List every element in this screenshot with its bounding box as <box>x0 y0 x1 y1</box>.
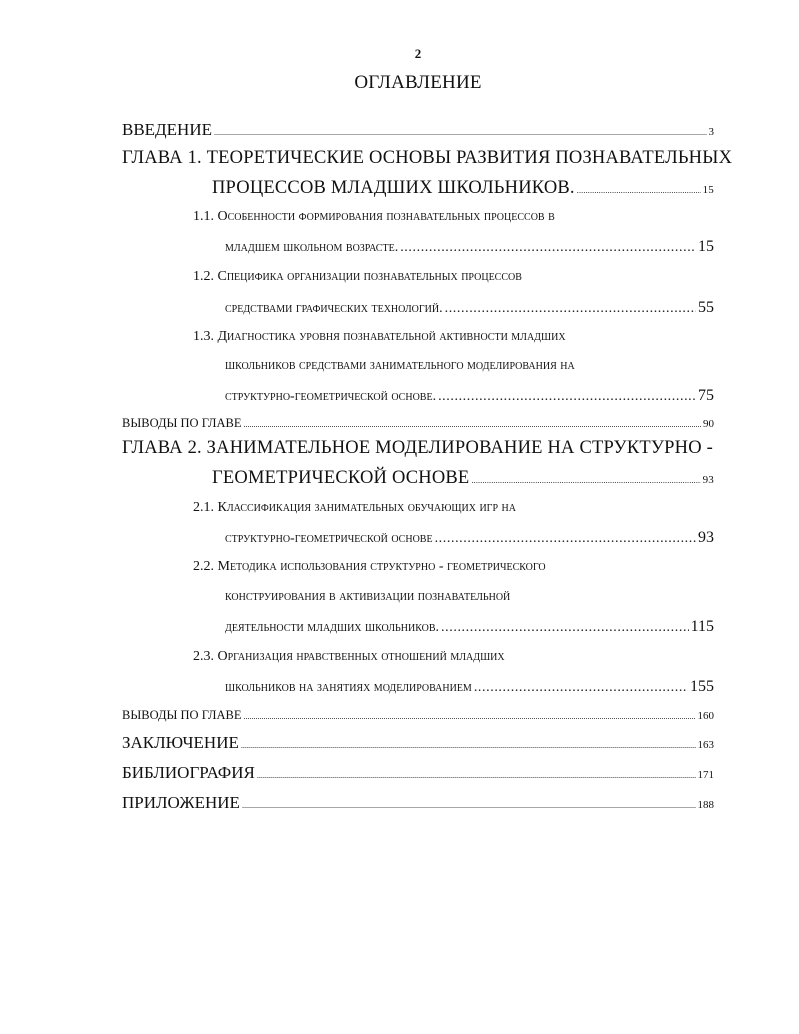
toc-entry-label: структурно-геометрической основе. <box>225 389 437 404</box>
toc-entry-chapter-2[interactable] <box>122 438 713 459</box>
toc-entry-introduction[interactable] <box>122 120 714 140</box>
toc-entry-label: 2.2. Методика использования структурно - геометрического <box>193 559 546 574</box>
dot-leader <box>435 531 696 547</box>
toc-page-number: 15 <box>698 238 714 255</box>
toc-entry-conclusions-2[interactable] <box>122 708 714 723</box>
dot-leader <box>242 801 696 810</box>
toc-page-number: 55 <box>698 299 714 316</box>
toc-entry-section-1-3[interactable] <box>193 329 566 345</box>
toc-entry-label: средствами графических технологий. <box>225 301 443 316</box>
toc-page-number: 93 <box>698 529 714 546</box>
toc-page-number: 15 <box>702 184 714 196</box>
toc-entry-section-2-3[interactable] <box>193 649 505 665</box>
toc-entry-section-2-2-cont[interactable] <box>225 589 510 605</box>
dot-leader <box>577 186 701 195</box>
toc-page-number: 75 <box>698 387 714 404</box>
page-number: 2 <box>414 46 422 61</box>
toc-entry-label: 1.1. Особенности формирования познавательных процессов в <box>193 209 555 224</box>
toc-entry-label: ГЛАВА 2. ЗАНИМАТЕЛЬНОЕ МОДЕЛИРОВАНИЕ НА СТРУКТУРНО - <box>122 438 713 458</box>
toc-entry-label: ВВЕДЕНИЕ <box>122 120 212 139</box>
toc-entry-section-1-2[interactable] <box>193 269 522 285</box>
dot-leader <box>400 240 696 256</box>
toc-entry-label: ПРИЛОЖЕНИЕ <box>122 793 240 812</box>
toc-entry-chapter-1[interactable] <box>122 148 732 169</box>
toc-entry-label: 2.3. Организация нравственных отношений младших <box>193 649 505 664</box>
toc-page-number: 115 <box>690 618 714 635</box>
toc-entry-appendix[interactable] <box>122 793 714 813</box>
toc-entry-label: ПРОЦЕССОВ МЛАДШИХ ШКОЛЬНИКОВ. <box>212 178 575 198</box>
toc-entry-label: 1.2. Специфика организации познавательных процессов <box>193 269 522 284</box>
toc-entry-label: школьников средствами занимательного моделирования на <box>225 358 575 373</box>
toc-entry-conclusions-1[interactable] <box>122 416 714 431</box>
dot-leader <box>471 476 700 485</box>
toc-page-number: 93 <box>702 474 714 486</box>
toc-entry-section-1-1-cont[interactable] <box>225 238 714 256</box>
toc-page-number: 163 <box>697 739 714 751</box>
toc-entry-section-1-2-cont[interactable] <box>225 299 714 317</box>
toc-entry-label: конструирования в активизации познавательной <box>225 589 511 604</box>
toc-entry-section-1-1[interactable] <box>193 209 555 225</box>
dot-leader <box>241 741 696 750</box>
toc-page-number: 90 <box>703 418 714 430</box>
toc-entry-label: ГЛАВА 1. ТЕОРЕТИЧЕСКИЕ ОСНОВЫ РАЗВИТИЯ ПОЗНАВАТЕЛЬНЫХ <box>122 148 733 168</box>
toc-entry-section-2-3-cont[interactable] <box>225 678 714 696</box>
dot-leader <box>214 128 707 137</box>
toc-entry-label: ЗАКЛЮЧЕНИЕ <box>122 733 239 752</box>
toc-page-number: 160 <box>697 710 714 722</box>
toc-entry-chapter-2-cont[interactable] <box>212 468 714 489</box>
dot-leader <box>445 301 696 317</box>
toc-entry-section-2-1[interactable] <box>193 500 516 516</box>
dot-leader <box>243 712 695 721</box>
toc-entry-label: младшем школьном возрасте. <box>225 240 399 255</box>
toc-entry-label: структурно-геометрической основе <box>225 531 433 546</box>
dot-leader <box>474 680 688 696</box>
toc-entry-label: ВЫВОДЫ ПО ГЛАВЕ <box>122 708 242 722</box>
toc-entry-label: деятельности младших школьников. <box>225 620 440 635</box>
toc-entry-section-2-1-cont[interactable] <box>225 529 714 547</box>
toc-page-number: 3 <box>708 126 714 138</box>
dot-leader <box>438 389 696 405</box>
toc-entry-section-1-3-cont2[interactable] <box>225 387 714 405</box>
toc-entry-chapter-1-cont[interactable] <box>212 178 714 199</box>
toc-entry-section-1-3-cont[interactable] <box>225 358 575 374</box>
toc-entry-section-2-2-cont2[interactable] <box>225 618 714 636</box>
toc-entry-conclusion[interactable] <box>122 733 714 753</box>
toc-page-number: 155 <box>690 678 714 695</box>
dot-leader <box>243 420 701 429</box>
dot-leader <box>441 620 689 636</box>
toc-entry-label: ВЫВОДЫ ПО ГЛАВЕ <box>122 416 242 430</box>
toc-title: ОГЛАВЛЕНИЕ <box>354 72 482 93</box>
toc-entry-label: школьников на занятиях моделированием <box>225 680 472 695</box>
toc-entry-label: 1.3. Диагностика уровня познавательной активности младших <box>193 329 566 344</box>
toc-entry-bibliography[interactable] <box>122 763 714 783</box>
toc-page-number: 188 <box>697 799 714 811</box>
toc-entry-label: ГЕОМЕТРИЧЕСКОЙ ОСНОВЕ <box>212 468 470 488</box>
toc-entry-label: 2.1. Классификация занимательных обучающих игр на <box>193 500 516 515</box>
toc-page-number: 171 <box>697 769 714 781</box>
toc-entry-section-2-2[interactable] <box>193 559 546 575</box>
dot-leader <box>257 771 696 780</box>
toc-entry-label: БИБЛИОГРАФИЯ <box>122 763 255 782</box>
